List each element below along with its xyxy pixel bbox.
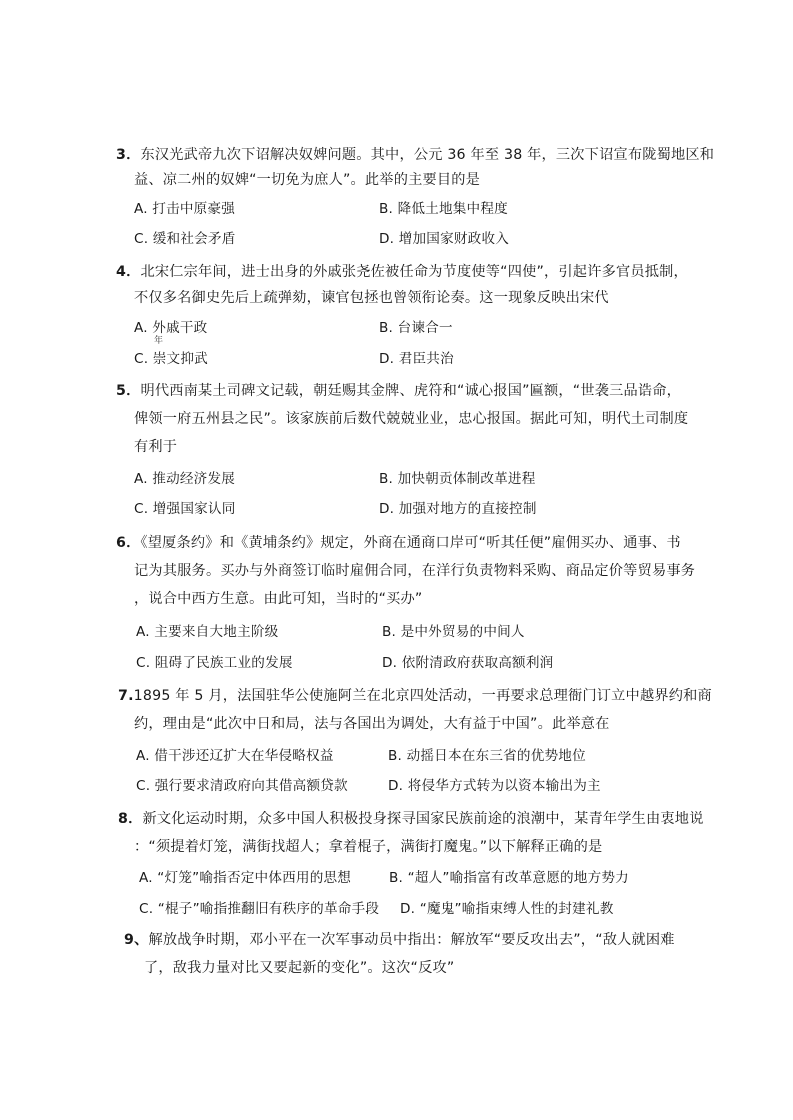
question-4-line-2: 不仅多名御史先后上疏弹劾，谏官包拯也曾领衔论奏。这一现象反映出宋代 — [134, 290, 609, 306]
question-6-line-3: ，说合中西方生意。由此可知，当时的“买办” — [134, 591, 423, 607]
question-6-option-b[interactable]: B. 是中外贸易的中间人 — [382, 624, 525, 640]
question-8-option-a[interactable]: A. “灯笼”喻指否定中体西用的思想 — [139, 870, 352, 886]
question-6-option-a[interactable]: A. 主要来自大地主阶级 — [136, 624, 279, 640]
question-4-option-c[interactable]: C. 崇文抑武 — [134, 351, 208, 367]
question-8-line-1: 8．新文化运动时期，众多中国人积极投身探寻国家民族前途的浪潮中，某青年学生由衷地说 — [118, 811, 704, 827]
question-5-option-d[interactable]: D. 加强对地方的直接控制 — [379, 501, 537, 517]
stray-mark: 年 — [154, 336, 164, 346]
question-4-option-a[interactable]: A. 外戚干政 — [134, 320, 208, 336]
question-7-option-b[interactable]: B. 动摇日本在东三省的优势地位 — [388, 748, 586, 764]
question-number: 7. — [118, 688, 134, 704]
question-9-line-1: 9、解放战争时期，邓小平在一次军事动员中指出：解放军“要反攻出去”，“敌人就困难 — [124, 932, 675, 948]
question-number: 8． — [118, 811, 143, 827]
question-8-option-d[interactable]: D. “魔鬼”喻指束缚人性的封建礼教 — [400, 901, 614, 917]
question-number: 3． — [116, 147, 141, 163]
question-8-option-b[interactable]: B. “超人”喻指富有改革意愿的地方势力 — [389, 870, 629, 886]
question-7-option-c[interactable]: C. 强行要求清政府向其借高额贷款 — [136, 778, 348, 794]
question-9-line-2: 了，敌我力量对比又要起新的变化”。这次“反攻” — [144, 960, 455, 976]
question-3-option-d[interactable]: D. 增加国家财政收入 — [379, 231, 510, 247]
question-6-option-d[interactable]: D. 依附清政府获取高额利润 — [382, 655, 554, 671]
question-5-line-3: 有利于 — [134, 439, 178, 455]
question-number: 6． — [116, 535, 141, 551]
question-3-line-2: 益、凉二州的奴婢“一切免为庶人”。此举的主要目的是 — [134, 172, 481, 188]
question-number: 4． — [116, 264, 141, 280]
question-8-option-c[interactable]: C. “棍子”喻指推翻旧有秩序的革命手段 — [139, 901, 380, 917]
question-5-option-b[interactable]: B. 加快朝贡体制改革进程 — [379, 471, 536, 487]
question-4-option-d[interactable]: D. 君臣共治 — [379, 351, 454, 367]
question-6-line-2: 记为其服务。买办与外商签订临时雇佣合同，在洋行负责物料采购、商品定价等贸易事务 — [134, 563, 696, 579]
question-4-option-b[interactable]: B. 台谏合一 — [379, 320, 453, 336]
question-3-option-b[interactable]: B. 降低土地集中程度 — [379, 201, 508, 217]
question-5-line-1: 5．明代西南某土司碑文记载，朝廷赐其金牌、虎符和“诚心报国”匾额，“世袭三品诰命， — [116, 383, 682, 399]
question-7-option-a[interactable]: A. 借干涉还辽扩大在华侵略权益 — [136, 748, 334, 764]
question-6-line-1: 6．《望厦条约》和《黄埔条约》规定，外商在通商口岸可“听其任便”雇佣买办、通事、书 — [116, 535, 681, 551]
question-number: 5． — [116, 383, 141, 399]
question-4-line-1: 4．北宋仁宗年间，进士出身的外戚张尧佐被任命为节度使等“四使”，引起许多官员抵制， — [116, 264, 688, 280]
question-3-option-a[interactable]: A. 打击中原豪强 — [134, 201, 236, 217]
question-8-line-2: ：“须提着灯笼，满街找超人；拿着棍子，满街打魔鬼。”以下解释正确的是 — [134, 839, 603, 855]
question-7-line-1: 7.1895 年 5 月，法国驻华公使施阿兰在北京四处活动，一再要求总理衙门订立中越界约和商 — [118, 688, 712, 704]
question-7-line-2: 约，理由是“此次中日和局，法与各国出为调处，大有益于中国”。此举意在 — [134, 716, 610, 732]
question-5-line-2: 俾领一府五州县之民”。该家族前后数代兢兢业业，忠心报国。据此可知，明代土司制度 — [134, 411, 689, 427]
question-number: 9、 — [124, 932, 149, 948]
question-5-option-a[interactable]: A. 推动经济发展 — [134, 471, 236, 487]
question-3-line-1: 3．东汉光武帝九次下诏解决奴婢问题。其中，公元 36 年至 38 年，三次下诏宣布陇蜀地区和 — [116, 147, 715, 163]
question-7-option-d[interactable]: D. 将侵华方式转为以资本输出为主 — [388, 778, 601, 794]
question-5-option-c[interactable]: C. 增强国家认同 — [134, 501, 236, 517]
question-6-option-c[interactable]: C. 阻碍了民族工业的发展 — [136, 655, 293, 671]
question-3-option-c[interactable]: C. 缓和社会矛盾 — [134, 231, 236, 247]
